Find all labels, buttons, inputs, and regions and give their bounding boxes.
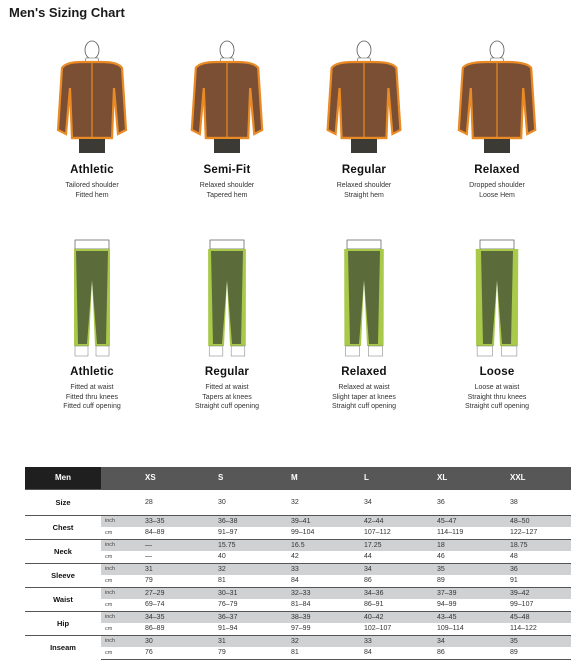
measurement-label: Inseam [25,635,101,659]
measurement-value-cell: 32 [204,563,277,575]
measurement-value-cell: 86 [364,577,372,585]
table-row [25,599,571,611]
unit-cell: inch [101,611,131,623]
unit-cell: inch [101,563,131,575]
bottoms-fit-description-line: Slight taper at knees [332,393,396,401]
measurement-value-cell: 18 [423,539,496,551]
jacket-illustration-icon [304,38,424,158]
sizing-table [25,467,571,660]
bottoms-fit-description-line: Fitted thru knees [65,393,119,401]
measurement-value-cell: 36 [496,563,571,575]
size-header-xl: XL [423,467,496,489]
measurement-value-cell: 33 [277,563,350,575]
measurement-value-cell: 86 [423,647,496,659]
tops-fit-card [437,38,557,200]
tops-fit-description-line: Straight hem [344,191,384,199]
measurement-value-cell: 97–99 [291,625,311,633]
page-title: Men's Sizing Chart [9,5,125,20]
table-row [25,515,571,527]
measurement-value-cell: 30 [131,635,204,647]
measurement-label: Chest [25,515,101,539]
measurement-value-cell: 45–48 [496,611,571,623]
tops-fit-card [304,38,424,200]
bottoms-fit-description-line: Fitted cuff opening [63,403,121,410]
tops-fit-description [437,181,557,200]
tops-fit-card [32,38,152,200]
size-header-xs: XS [131,467,204,489]
measurement-value-cell: 79 [145,577,153,585]
unit-cell: cm [105,553,113,560]
measurement-value-cell: 76 [131,647,204,659]
bottoms-fit-name: Athletic [70,366,114,378]
bottoms-fit-description-line: Fitted at waist [70,384,114,391]
size-value-cell: 36 [423,489,496,515]
measurement-value-cell: 86–89 [145,625,165,633]
tops-fit-description-line: Relaxed shoulder [199,182,255,189]
table-row [25,551,571,563]
unit-cell: inch [101,539,131,551]
measurement-value-cell: 40–42 [350,611,423,623]
measurement-value-cell: 86–91 [364,601,384,609]
bottoms-fit-description [167,383,287,412]
measurement-value-cell: 31 [204,635,277,647]
measurement-value-cell: 34–36 [350,587,423,599]
size-value-cell: 28 [131,489,204,515]
bottoms-fit-name: Regular [204,366,250,378]
unit-cell: cm [105,577,113,584]
table-row [25,489,571,515]
measurement-value-cell: 102–107 [364,625,392,633]
measurement-value-cell: 36–38 [204,515,277,527]
measurement-value-cell: 94–99 [437,601,457,609]
measurement-value-cell: 31 [131,563,204,575]
measurement-value-cell: 84 [291,577,299,585]
measurement-value-cell: 18.75 [496,539,571,551]
measurement-label: Sleeve [25,563,101,587]
measurement-value-cell: 46 [437,553,445,561]
measurement-value-cell: 36–37 [204,611,277,623]
table-row [25,611,571,623]
tops-fit-description-line: Tapered hem [206,191,248,199]
tops-fit-card [167,38,287,200]
tops-fit-description-line: Fitted hem [75,191,109,199]
measurement-value-cell: 89 [496,647,571,659]
bottoms-fit-description [437,383,557,412]
jacket-illustration-icon [32,38,152,158]
measurement-value-cell: 33 [350,635,423,647]
size-header-xxl: XXL [496,467,571,489]
measurement-value-cell: 91–97 [218,529,238,537]
unit-cell: inch [101,635,131,647]
measurement-label: Hip [25,611,101,635]
table-unit-header [101,467,131,489]
pants-illustration-icon [304,238,424,360]
unit-cell: cm [105,625,113,632]
unit-cell [101,489,131,515]
tops-fit-description [167,181,287,200]
measurement-value-cell: 109–114 [437,625,464,633]
bottoms-fit-description [32,383,152,412]
bottoms-fit-card [437,238,557,412]
bottoms-fit-description-line: Loose at waist [474,384,520,391]
measurement-value-cell: 45–47 [423,515,496,527]
measurement-value-cell: 43–45 [423,611,496,623]
measurement-value-cell: 79 [204,647,277,659]
bottoms-fit-description-line: Tapers at knees [202,393,252,401]
measurement-label: Waist [25,587,101,611]
tops-fit-description-line: Dropped shoulder [469,182,525,189]
table-row [25,539,571,551]
bottoms-fit-card [167,238,287,412]
size-header-s: S [204,467,277,489]
measurement-value-cell: 44 [364,553,372,561]
unit-cell: inch [101,515,131,527]
measurement-value-cell: 114–119 [437,529,464,537]
size-header-m: M [277,467,350,489]
measurement-value-cell: 33–35 [131,515,204,527]
measurement-value-cell: 48 [510,553,518,561]
measurement-value-cell: 84 [350,647,423,659]
measurement-value-cell: 81 [218,577,226,585]
bottoms-fit-description-line: Fitted at waist [205,384,249,391]
measurement-value-cell: 37–39 [423,587,496,599]
measurement-value-cell: 107–112 [364,529,391,537]
bottoms-fit-card [304,238,424,412]
size-value-cell: 32 [277,489,350,515]
tops-fit-description-line: Relaxed shoulder [336,182,392,189]
table-row [25,563,571,575]
measurement-value-cell: — [145,553,152,561]
tops-fit-name: Athletic [70,164,114,176]
measurement-value-cell: 42–44 [350,515,423,527]
measurement-value-cell: 39–42 [496,587,571,599]
table-row [25,575,571,587]
tops-fit-description-line: Loose Hem [479,191,515,199]
measurement-label: Neck [25,539,101,563]
measurement-value-cell: 35 [496,635,571,647]
measurement-value-cell: 114–122 [510,625,537,633]
jacket-illustration-icon [437,38,557,158]
table-row [25,635,571,647]
measurement-value-cell: 34 [423,635,496,647]
pants-illustration-icon [167,238,287,360]
unit-cell: cm [101,647,131,659]
size-header-l: L [350,467,423,489]
size-value-cell: 34 [350,489,423,515]
jacket-illustration-icon [167,38,287,158]
measurement-value-cell: 35 [423,563,496,575]
pants-illustration-icon [437,238,557,360]
measurement-value-cell: 39–41 [277,515,350,527]
measurement-value-cell: 76–79 [218,601,238,609]
size-value-cell: 38 [496,489,571,515]
measurement-value-cell: 91 [510,577,518,585]
measurement-value-cell: 17.25 [350,539,423,551]
measurement-value-cell: 38–39 [277,611,350,623]
measurement-value-cell: 81–84 [291,601,311,609]
bottoms-fit-description-line: Straight cuff opening [464,403,530,410]
bottoms-fit-card [32,238,152,412]
measurement-value-cell: 16.5 [277,539,350,551]
pants-illustration-icon [32,238,152,360]
bottoms-fit-description-line: Straight cuff opening [331,403,397,410]
table-row [25,623,571,635]
tops-fit-name: Regular [341,164,387,176]
table-header-row [25,467,571,489]
measurement-value-cell: 81 [277,647,350,659]
table-corner-header: Men [25,467,101,489]
measurement-label: Size [25,489,101,515]
table-row [25,527,571,539]
measurement-value-cell: 99–104 [291,529,315,537]
measurement-value-cell: 32–33 [277,587,350,599]
tops-fit-description [304,181,424,200]
bottoms-fit-description-line: Straight cuff opening [194,403,260,410]
measurement-value-cell: 84–89 [145,529,165,537]
measurement-value-cell: 42 [291,553,299,561]
measurement-value-cell: 27–29 [131,587,204,599]
bottoms-fit-description [304,383,424,412]
bottoms-fit-description-line: Relaxed at waist [338,384,390,391]
measurement-value-cell: 89 [437,577,445,585]
measurement-value-cell: 15.75 [204,539,277,551]
tops-fit-name: Relaxed [474,164,520,176]
size-value-cell: 30 [204,489,277,515]
measurement-value-cell: 69–74 [145,601,165,609]
table-row [25,647,571,659]
unit-cell: inch [101,587,131,599]
measurement-value-cell: — [131,539,204,551]
measurement-value-cell: 30–31 [204,587,277,599]
measurement-value-cell: 122–127 [510,529,538,537]
measurement-value-cell: 34–35 [131,611,204,623]
table-row [25,587,571,599]
bottoms-fit-description-line: Straight thru knees [467,393,527,401]
tops-fit-name: Semi-Fit [203,164,251,176]
tops-fit-description [32,181,152,200]
measurement-value-cell: 91–94 [218,625,238,633]
measurement-value-cell: 48–50 [496,515,571,527]
tops-fit-description-line: Tailored shoulder [65,182,119,189]
measurement-value-cell: 32 [277,635,350,647]
measurement-value-cell: 34 [350,563,423,575]
bottoms-fit-name: Relaxed [341,366,387,378]
bottoms-fit-name: Loose [479,366,515,378]
unit-cell: cm [105,529,113,536]
measurement-value-cell: 99–107 [510,601,534,609]
measurement-value-cell: 40 [218,553,226,561]
unit-cell: cm [105,601,113,608]
